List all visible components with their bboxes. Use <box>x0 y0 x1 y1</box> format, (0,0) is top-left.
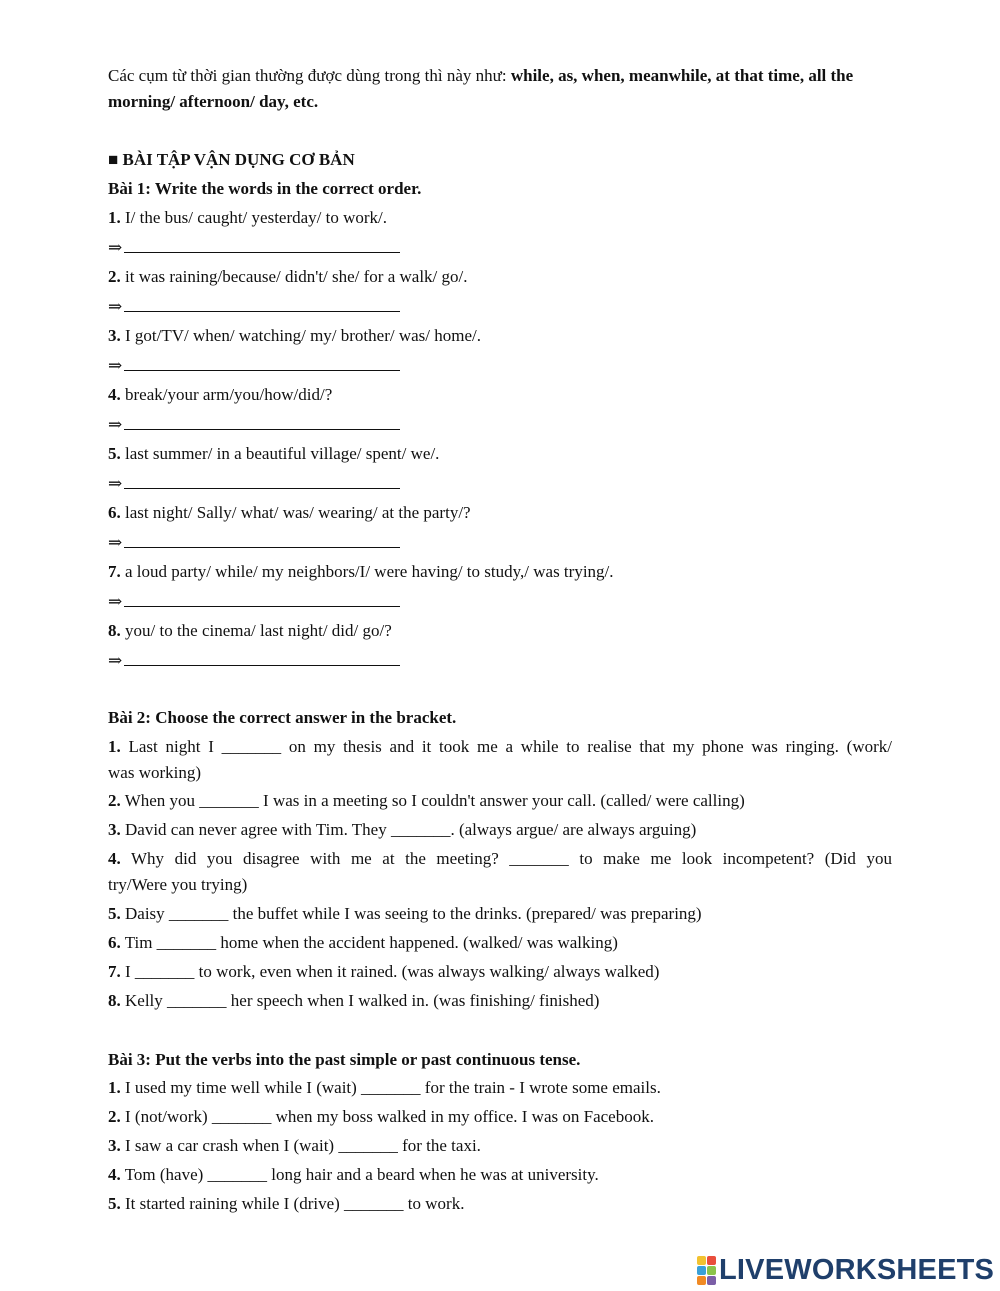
logo-square <box>697 1266 706 1275</box>
item-number: 1. <box>108 737 121 756</box>
item-number: 3. <box>108 326 121 345</box>
ex3-item-1 <box>108 1077 661 1099</box>
item-number: 4. <box>108 385 121 404</box>
item-text: last night/ Sally/ what/ was/ wearing/ at the party/? <box>125 503 471 522</box>
ex3-item-4 <box>108 1164 599 1186</box>
item-text: I used my time well while I (wait) _______ for the train - I wrote some emails. <box>125 1078 661 1097</box>
item-number: 4. <box>108 1165 121 1184</box>
arrow-icon: ⇒ <box>108 592 123 611</box>
answer-blank[interactable] <box>124 592 400 607</box>
item-number: 4. <box>108 849 121 868</box>
intro-text: Các cụm từ thời gian thường được dùng trong thì này như: <box>108 66 511 85</box>
item-text: I saw a car crash when I (wait) _______ for the taxi. <box>125 1136 481 1155</box>
logo-square <box>707 1266 716 1275</box>
item-number: 6. <box>108 503 121 522</box>
ex1-answer-1[interactable] <box>108 237 400 259</box>
intro-bold: while, as, when, meanwhile, at that time, all the morning/ afternoon/ day, etc. <box>108 66 854 111</box>
logo-text: LIVEWORKSHEETS <box>719 1253 995 1286</box>
ex2-item-1-line1 <box>108 736 892 758</box>
section-title: ■ BÀI TẬP VẬN DỤNG CƠ BẢN <box>108 150 355 169</box>
ex1-answer-5[interactable] <box>108 473 400 495</box>
item-number: 5. <box>108 1194 121 1213</box>
arrow-icon: ⇒ <box>108 238 123 257</box>
answer-blank[interactable] <box>124 356 400 371</box>
answer-blank[interactable] <box>124 415 400 430</box>
ex1-item-7 <box>108 561 614 583</box>
ex3-title: Bài 3: Put the verbs into the past simple or past continuous tense. <box>108 1050 581 1069</box>
ex1-answer-8[interactable] <box>108 650 400 672</box>
ex2-item-8 <box>108 990 599 1012</box>
ex1-item-8 <box>108 620 392 642</box>
item-text: I got/TV/ when/ watching/ my/ brother/ was/ home/. <box>125 326 481 345</box>
ex1-title: Bài 1: Write the words in the correct order. <box>108 179 422 198</box>
item-text: break/your arm/you/how/did/? <box>125 385 333 404</box>
ex1-item-4 <box>108 384 332 406</box>
logo-square <box>697 1276 706 1285</box>
ex1-item-1 <box>108 207 387 229</box>
ex2-title: Bài 2: Choose the correct answer in the bracket. <box>108 708 457 727</box>
arrow-icon: ⇒ <box>108 415 123 434</box>
item-text: a loud party/ while/ my neighbors/I/ were having/ to study,/ was trying/. <box>125 562 614 581</box>
item-number: 2. <box>108 791 121 810</box>
item-number: 3. <box>108 820 121 839</box>
item-text: Last night I _______ on my thesis and it took me a while to realise that my phone was ringing. (work/ <box>128 737 892 756</box>
item-number: 2. <box>108 1107 121 1126</box>
item-text: you/ to the cinema/ last night/ did/ go/? <box>125 621 392 640</box>
logo-square <box>697 1256 706 1265</box>
logo-square <box>707 1256 716 1265</box>
item-number: 1. <box>108 208 121 227</box>
ex1-item-2 <box>108 266 468 288</box>
answer-blank[interactable] <box>124 533 400 548</box>
ex1-item-5 <box>108 443 439 465</box>
ex2-item-6 <box>108 932 618 954</box>
answer-blank[interactable] <box>124 238 400 253</box>
item-number: 5. <box>108 444 121 463</box>
answer-blank[interactable] <box>124 297 400 312</box>
item-text: Tom (have) _______ long hair and a beard when he was at university. <box>124 1165 599 1184</box>
answer-blank[interactable] <box>124 474 400 489</box>
item-text: Kelly _______ her speech when I walked in. (was finishing/ finished) <box>125 991 600 1010</box>
ex1-answer-2[interactable] <box>108 296 400 318</box>
ex2-item-4-line1 <box>108 848 892 870</box>
item-number: 3. <box>108 1136 121 1155</box>
ex2-item-7 <box>108 961 659 983</box>
item-number: 2. <box>108 267 121 286</box>
arrow-icon: ⇒ <box>108 297 123 316</box>
item-number: 1. <box>108 1078 121 1097</box>
ex2-item-4-line2: try/Were you trying) <box>108 875 248 894</box>
item-number: 6. <box>108 933 121 952</box>
liveworksheets-logo[interactable] <box>697 1253 994 1287</box>
ex1-item-6 <box>108 502 471 524</box>
ex1-answer-4[interactable] <box>108 414 400 436</box>
logo-square <box>707 1276 716 1285</box>
arrow-icon: ⇒ <box>108 474 123 493</box>
item-text: I (not/work) _______ when my boss walked in my office. I was on Facebook. <box>125 1107 654 1126</box>
item-text: last summer/ in a beautiful village/ spent/ we/. <box>125 444 440 463</box>
ex3-item-3 <box>108 1135 481 1157</box>
ex1-answer-3[interactable] <box>108 355 400 377</box>
answer-blank[interactable] <box>124 651 400 666</box>
item-number: 8. <box>108 621 121 640</box>
ex3-item-2 <box>108 1106 654 1128</box>
arrow-icon: ⇒ <box>108 533 123 552</box>
ex1-answer-7[interactable] <box>108 591 400 613</box>
item-number: 8. <box>108 991 121 1010</box>
ex1-answer-6[interactable] <box>108 532 400 554</box>
item-number: 7. <box>108 962 121 981</box>
item-number: 7. <box>108 562 121 581</box>
arrow-icon: ⇒ <box>108 356 123 375</box>
ex3-item-5 <box>108 1193 464 1215</box>
arrow-icon: ⇒ <box>108 651 123 670</box>
ex1-item-3 <box>108 325 481 347</box>
ex2-item-2 <box>108 790 745 812</box>
intro-paragraph <box>108 63 892 115</box>
logo-mark-icon <box>697 1256 716 1285</box>
item-text: I _______ to work, even when it rained. (was always walking/ always walked) <box>125 962 660 981</box>
item-text: It started raining while I (drive) _______ to work. <box>125 1194 465 1213</box>
item-text: David can never agree with Tim. They _______. (always argue/ are always arguing) <box>125 820 697 839</box>
item-text: it was raining/because/ didn't/ she/ for a walk/ go/. <box>125 267 468 286</box>
ex2-item-1-line2: was working) <box>108 763 202 782</box>
item-text: When you _______ I was in a meeting so I couldn't answer your call. (called/ were calling) <box>124 791 745 810</box>
item-number: 5. <box>108 904 121 923</box>
item-text: I/ the bus/ caught/ yesterday/ to work/. <box>125 208 388 227</box>
item-text: Why did you disagree with me at the meeting? _______ to make me look incompetent? (Did you <box>131 849 892 868</box>
ex2-item-3 <box>108 819 696 841</box>
ex2-item-5 <box>108 903 702 925</box>
item-text: Daisy _______ the buffet while I was seeing to the drinks. (prepared/ was preparing) <box>125 904 702 923</box>
item-text: Tim _______ home when the accident happened. (walked/ was walking) <box>124 933 618 952</box>
